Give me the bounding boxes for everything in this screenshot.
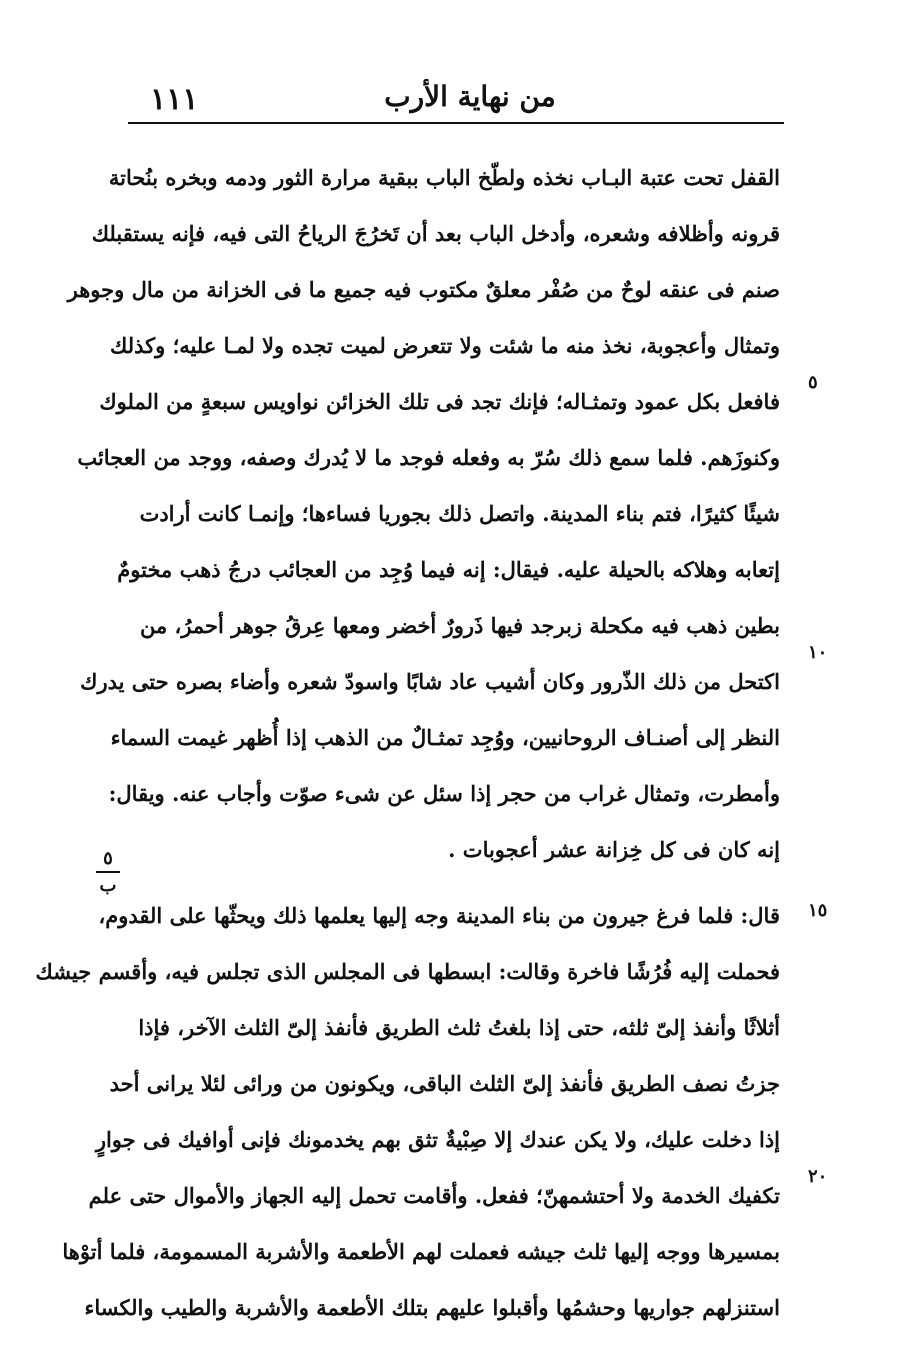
text-line: قرونه وأظلافه وشعره، وأدخل الباب بعد أن تَخرُجَ الرياحُ التى فيه، فإنه يستقبلك: [91, 221, 780, 246]
page-number: ١١١: [150, 82, 199, 117]
folio-side: ب: [99, 875, 117, 896]
text-line: النظر إلى أصنـاف الروحانيين، ووُجِد تمثـالٌ من الذهب إذا أُظهر غيمت السماء: [110, 725, 780, 750]
margin-line-number: ٥: [808, 372, 818, 393]
margin-line-number: ٢٠: [808, 1166, 828, 1187]
text-line: قال: فلما فرغ جيرون من بناء المدينة وجه إليها يعلمها ذلك ويحثّها على القدوم،: [98, 903, 780, 928]
folio-marker: [96, 848, 120, 896]
text-line: تكفيك الخدمة ولا أحتشمهنّ؛ ففعل. وأقامت تحمل إليه الجهاز والأموال حتى علم: [88, 1183, 780, 1208]
text-line: بمسيرها ووجه إليها ثلث جيشه فعملت لهم الأطعمة والأشربة المسمومة، فلما أتوْها: [62, 1239, 780, 1264]
text-line: وأمطرت، وتمثال غراب من حجر إذا سئل عن شىء صوّت وأجاب عنه. ويقال:: [108, 781, 780, 806]
text-line: وتمثال وأعجوبة، نخذ منه ما شئت ولا تتعرض لميت تجده ولا لمـا عليه؛ وكذلك: [110, 333, 780, 358]
text-line: فحملت إليه فُرُشًا فاخرة وقالت: ابسطها فى المجلس الذى تجلس فيه، وأقسم جيشك: [35, 959, 780, 984]
text-line: صنم فى عنقه لوحٌ من صُفْر معلقٌ مكتوب فيه جميع ما فى الخزانة من مال وجوهر: [67, 277, 780, 302]
text-line: القفل تحت عتبة البـاب نخذه ولطّخ الباب ببقية مرارة الثور ودمه وبخره بنُحاتة: [108, 165, 780, 190]
text-line: إنه كان فى كل خِزانة عشر أعجوبات .: [448, 837, 780, 862]
margin-line-number: ١٠: [808, 642, 828, 663]
text-line: فافعل بكل عمود وتمثـاله؛ فإنك تجد فى تلك الخزائن نواويس سبعةٍ من الملوك: [99, 389, 780, 414]
text-line: بطين ذهب فيه مكحلة زبرجد فيها ذَرورٌ أخضر ومعها عِرقُ جوهر أحمرُ، من: [140, 613, 780, 638]
header-rule: [128, 122, 784, 124]
text-line: شيئًا كثيرًا، فتم بناء المدينة. واتصل ذلك بجوريا فساءها؛ وإنمـا كانت أرادت: [139, 501, 780, 526]
folio-number: ٥: [103, 848, 113, 869]
text-line: استنزلهم جواريها وحشمُها وأقبلوا عليهم بتلك الأطعمة والأشربة والطيب والكساء: [84, 1295, 780, 1320]
paragraph-1: [67, 150, 780, 878]
text-line: اكتحل من ذلك الذّرور وكان أشيب عاد شابًا واسودّ شعره وأضاء بصره حتى يدرك: [80, 669, 780, 694]
running-title: من نهاية الأرب: [384, 80, 556, 113]
text-line: إتعابه وهلاكه بالحيلة عليه. فيقال: إنه فيما وُجِد من العجائب درجُ ذهب مختومٌ: [117, 557, 780, 582]
text-line: وكنوزَهم. فلما سمع ذلك سُرّ به وفعله فوجد ما لا يُدرك وصفه، ووجد من العجائب: [77, 445, 780, 470]
margin-line-number: ١٥: [808, 900, 828, 921]
paragraph-2: [35, 888, 780, 1336]
text-line: إذا دخلت عليك، ولا يكن عندك إلا صِبْيةٌ تثق بهم يخدمونك فإنى أوافيك فى جوارٍ: [95, 1127, 780, 1152]
text-line: أثلاثًا وأنفذ إلىّ ثلثه، حتى إذا بلغتُ ثلث الطريق فأنفذ إلىّ الثلث الآخر، فإذا: [138, 1015, 780, 1040]
text-line: جزتُ نصف الطريق فأنفذ إلىّ الثلث الباقى، ويكونون من ورائى لئلا يرانى أحد: [109, 1071, 780, 1096]
folio-divider: [96, 871, 120, 873]
body-text: [35, 150, 780, 1336]
